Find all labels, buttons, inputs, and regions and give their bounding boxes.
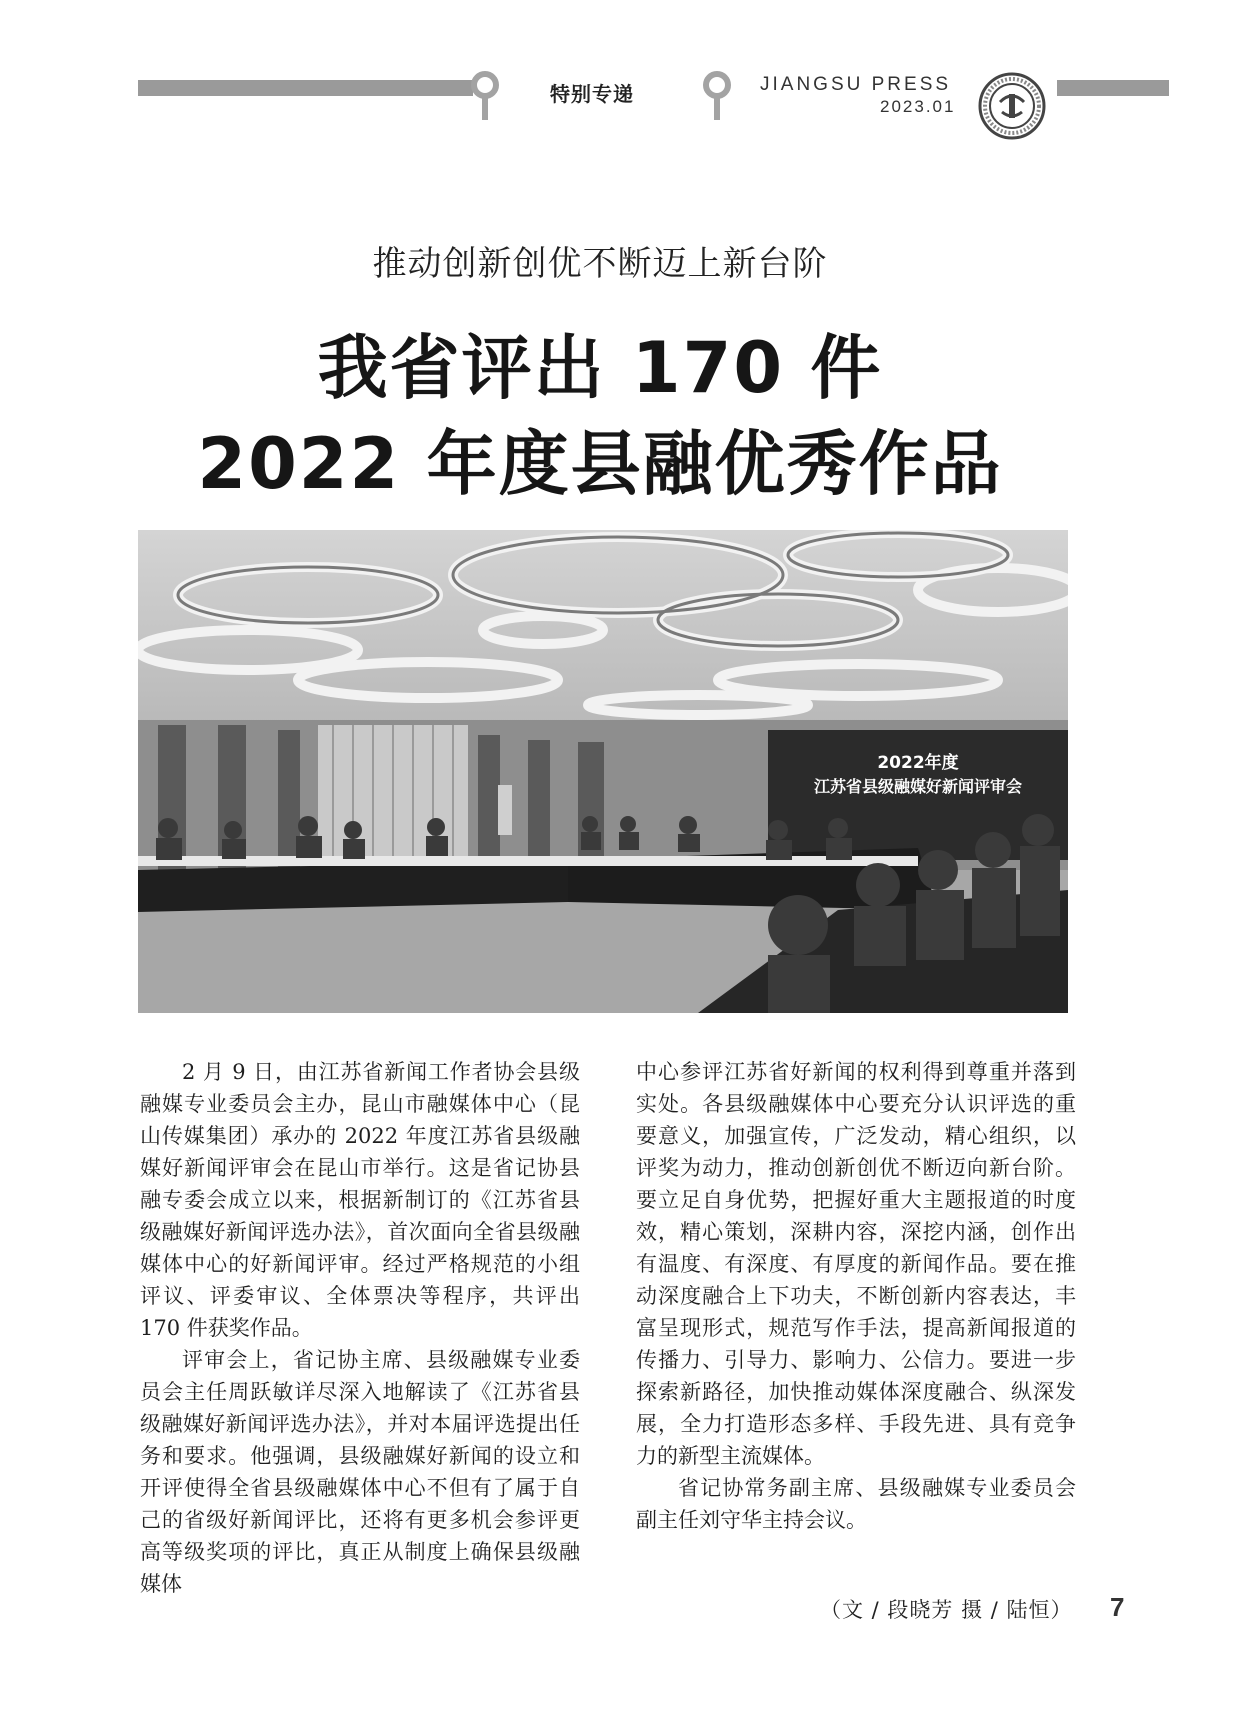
association-seal-logo bbox=[978, 72, 1046, 140]
article-kicker: 推动创新创优不断迈上新台阶 bbox=[372, 244, 828, 284]
article-paragraph: 省记协常务副主席、县级融媒专业委员会副主任刘守华主持会议。 bbox=[636, 1476, 1076, 1532]
publication-name: JIANGSU PRESS bbox=[760, 74, 952, 95]
location-pin-icon bbox=[468, 68, 502, 124]
article-headline-line2: 2022 年度县融优秀作品 bbox=[197, 423, 1003, 505]
article-column-left bbox=[140, 1056, 580, 1600]
issue-number: 2023.01 bbox=[880, 97, 956, 116]
page-number: 7 bbox=[1110, 1592, 1125, 1622]
article-byline: （文 / 段晓芳 摄 / 陆恒） bbox=[820, 1598, 1073, 1622]
header-rule-left bbox=[138, 80, 473, 96]
header-rule-right bbox=[1057, 80, 1169, 96]
section-label: 特别专递 bbox=[550, 82, 634, 106]
meeting-photo bbox=[138, 530, 1068, 1013]
backdrop-year: 2022年度 bbox=[877, 753, 959, 773]
article-paragraph: 2 月 9 日，由江苏省新闻工作者协会县级融媒专业委员会主办，昆山市融媒体中心（昆山传媒集团）承办的 2022 年度江苏省县级融媒好新闻评审会在昆山市举行。这是省记协县融专委会成立以来，根据新制订的《江苏省县级融媒好新闻评选办法》，首次面向全省县级融媒体中心的好新闻评审。经过严格规范的小组评议、评委审议、全体票决等程序，共评出 170 件获奖作品。 bbox=[140, 1060, 580, 1340]
location-pin-icon bbox=[700, 68, 734, 124]
article-paragraph: 中心参评江苏省好新闻的权利得到尊重并落到实处。各县级融媒体中心要充分认识评选的重要意义，加强宣传，广泛发动，精心组织，以评奖为动力，推动创新创优不断迈向新台阶。要立足自身优势，把握好重大主题报道的时度效，精心策划，深耕内容，深挖内涵，创作出有温度、有深度、有厚度的新闻作品。要在推动深度融合上下功夫，不断创新内容表达，丰富呈现形式，规范写作手法，提高新闻报道的传播力、引导力、影响力、公信力。要进一步探索新路径，加快推动媒体深度融合、纵深发展，全力打造形态多样、手段先进、具有竞争力的新型主流媒体。 bbox=[636, 1060, 1076, 1468]
backdrop-title: 江苏省县级融媒好新闻评审会 bbox=[813, 777, 1023, 796]
article-paragraph: 评审会上，省记协主席、县级融媒专业委员会主任周跃敏详尽深入地解读了《江苏省县级融媒好新闻评选办法》，并对本届评选提出任务和要求。他强调，县级融媒好新闻的设立和开评使得全省县级融媒体中心不但有了属于自己的省级好新闻评比，还将有更多机会参评更高等级奖项的评比，真正从制度上确保县级融媒体 bbox=[140, 1348, 580, 1596]
article-column-right bbox=[636, 1056, 1076, 1536]
article-headline-line1: 我省评出 170 件 bbox=[317, 327, 883, 409]
